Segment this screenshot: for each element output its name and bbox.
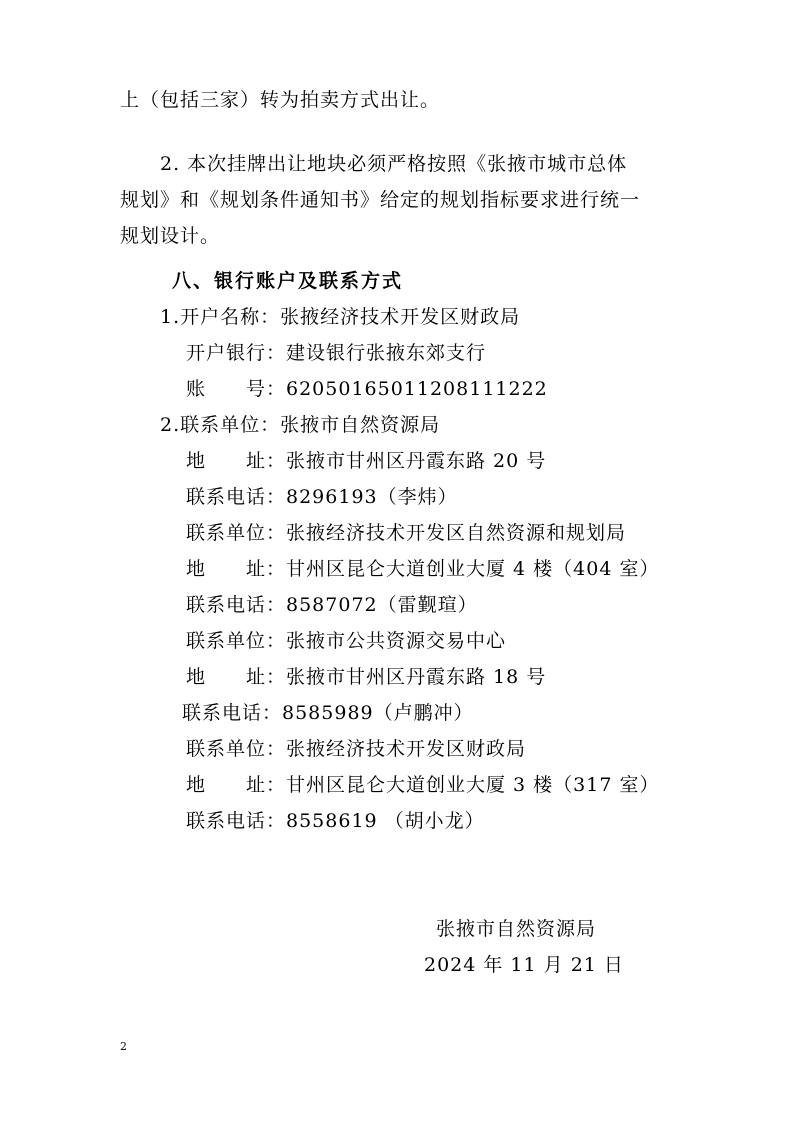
account-bank: 开户银行：建设银行张掖东郊支行 [186, 342, 487, 364]
page-number: 2 [120, 1040, 127, 1053]
contact-unit: 联系单位：张掖市公共资源交易中心 [186, 630, 507, 652]
contact-unit: 2.联系单位：张掖市自然资源局 [160, 414, 441, 436]
contact-address: 地 址：张掖市甘州区丹霞东路 18 号 [186, 666, 547, 688]
contact-address: 地 址：甘州区昆仑大道创业大厦 3 楼（317 室） [186, 774, 660, 796]
contact-address: 地 址：甘州区昆仑大道创业大厦 4 楼（404 室） [186, 558, 660, 580]
contact-phone: 联系电话：8296193（李炜） [186, 486, 458, 508]
list-item-2-line: 规划设计。 [120, 225, 221, 247]
contact-unit: 联系单位：张掖经济技术开发区财政局 [186, 738, 527, 760]
signature-org: 张掖市自然资源局 [436, 918, 597, 940]
paragraph-line: 上（包括三家）转为拍卖方式出让。 [120, 89, 441, 111]
contact-phone: 联系电话：8587072（雷觐瑄） [186, 594, 478, 616]
section-heading: 八、银行账户及联系方式 [172, 270, 404, 292]
account-number: 账 号：62050165011208111222 [186, 378, 548, 400]
contact-unit: 联系单位：张掖经济技术开发区自然资源和规划局 [186, 522, 627, 544]
list-item-2-line: 规划》和《规划条件通知书》给定的规划指标要求进行统一 [120, 189, 641, 211]
signature-date: 2024 年 11 月 21 日 [424, 954, 624, 976]
contact-address: 地 址：张掖市甘州区丹霞东路 20 号 [186, 450, 547, 472]
account-name: 1.开户名称：张掖经济技术开发区财政局 [160, 306, 521, 328]
list-item-2-line: 2. 本次挂牌出让地块必须严格按照《张掖市城市总体 [160, 153, 628, 175]
contact-phone: 联系电话：8558619 （胡小龙） [186, 810, 485, 832]
contact-phone: 联系电话：8585989（卢鹏冲） [182, 702, 474, 724]
